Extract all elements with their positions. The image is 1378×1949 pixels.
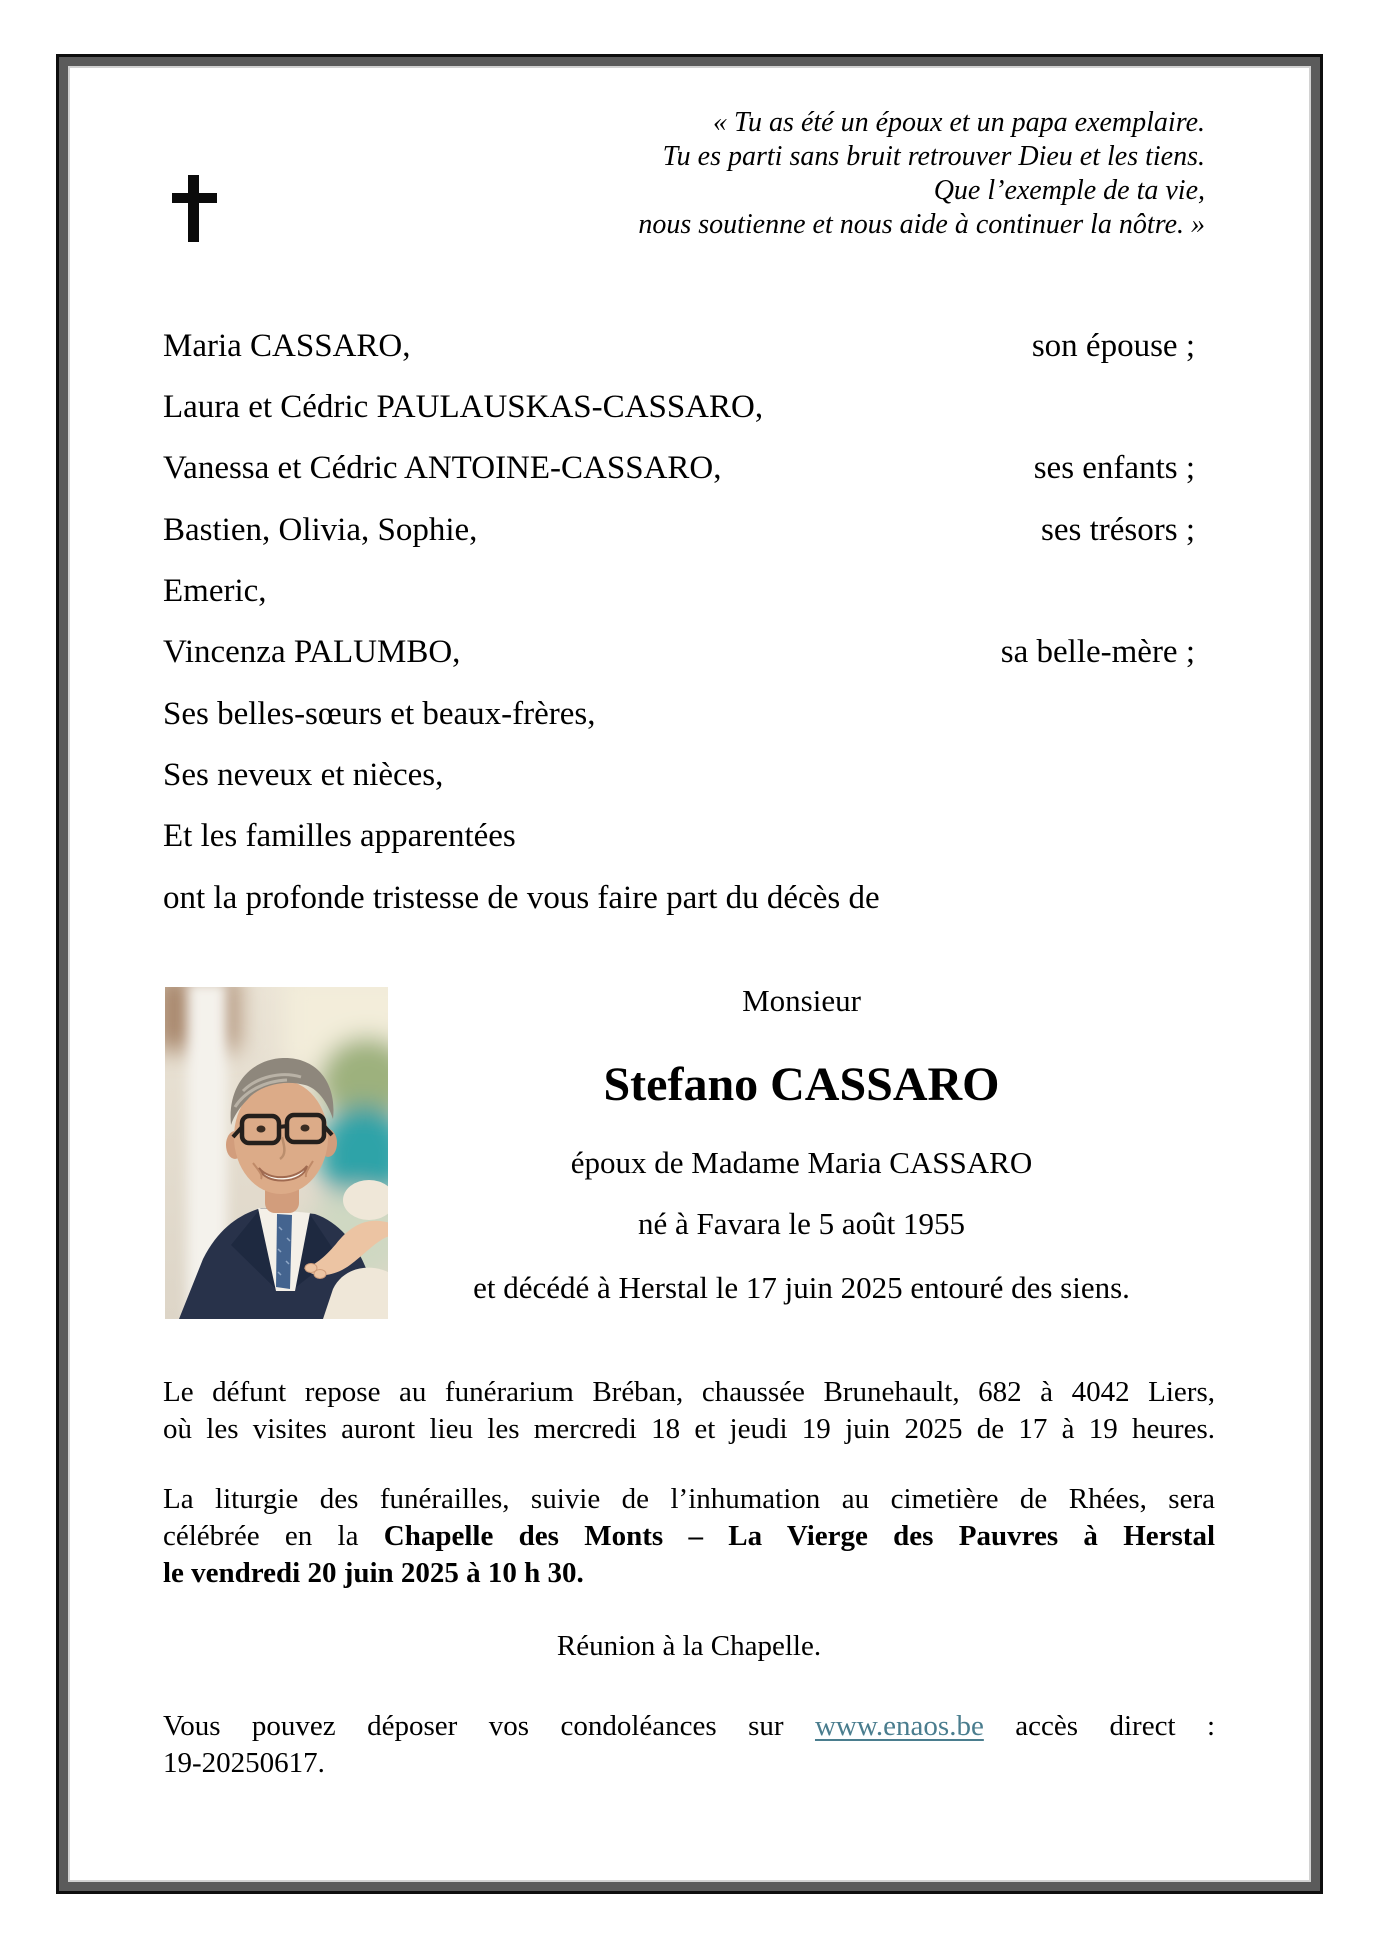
liturgy-text: célébrée en la: [163, 1520, 359, 1552]
condolences-line: [163, 1708, 1215, 1745]
reunion-line: Réunion à la Chapelle.: [556, 1630, 822, 1662]
repose-line: Le défunt repose au funérarium Bréban, chaussée Brunehault, 682 à 4042 Liers,: [163, 1376, 1215, 1408]
family-name: Maria CASSARO,: [163, 328, 411, 364]
family-name: Bastien, Olivia, Sophie,: [163, 512, 478, 548]
family-row: [163, 694, 1195, 734]
family-name: Emeric,: [163, 573, 267, 609]
family-row: [163, 816, 1195, 856]
deceased-name: Stefano CASSARO: [603, 1058, 1000, 1111]
family-relation: ses enfants ;: [1033, 450, 1195, 486]
quote-line: Que l’exemple de ta vie,: [933, 175, 1205, 206]
spouse-line: époux de Madame Maria CASSARO: [570, 1145, 1033, 1180]
latin-cross-icon: [172, 175, 217, 242]
opening-quote: [638, 106, 1205, 242]
family-row: [163, 448, 1195, 488]
family-row: [163, 326, 1195, 366]
family-row: [163, 571, 1195, 611]
family-relation: ses trésors ;: [1041, 512, 1195, 548]
death-line: et décédé à Herstal le 17 juin 2025 entouré des siens.: [473, 1270, 1130, 1305]
enaos-link[interactable]: www.enaos.be: [814, 1710, 984, 1742]
paragraph-condolences: [163, 1708, 1215, 1782]
liturgy-datetime: le vendredi 20 juin 2025 à 10 h 30.: [163, 1557, 584, 1589]
family-row: [163, 632, 1195, 672]
quote-line: Tu es parti sans bruit retrouver Dieu et les tiens.: [662, 141, 1205, 172]
paragraph-liturgy: [163, 1481, 1215, 1592]
quote-line: nous soutienne et nous aide à continuer la nôtre. »: [638, 209, 1205, 240]
family-name: Vanessa et Cédric ANTOINE-CASSARO,: [163, 450, 722, 486]
condolences-reference: 19-20250617.: [163, 1747, 325, 1779]
portrait-photo: [165, 987, 388, 1319]
title-civility: Monsieur: [742, 983, 861, 1018]
family-row: [163, 878, 1195, 918]
family-row: [163, 510, 1195, 550]
liturgy-line: [163, 1518, 1215, 1555]
quote-line: « Tu as été un époux et un papa exemplaire.: [713, 107, 1205, 138]
condolences-text: accès direct :: [1015, 1710, 1215, 1742]
family-relation: son épouse ;: [1031, 328, 1195, 364]
family-name: Vincenza PALUMBO,: [163, 634, 461, 670]
family-relation: sa belle-mère ;: [1000, 634, 1195, 670]
liturgy-place: Chapelle des Monts – La Vierge des Pauvres à Herstal: [383, 1520, 1216, 1552]
family-name: Et les familles apparentées: [163, 818, 516, 854]
family-name: Ses neveux et nièces,: [163, 757, 444, 793]
family-row: [163, 387, 1195, 427]
condolences-text: Vous pouvez déposer vos condoléances sur: [163, 1710, 784, 1742]
family-row: [163, 755, 1195, 795]
repose-line: où les visites auront lieu les mercredi 18 et jeudi 19 juin 2025 de 17 à 19 heures.: [163, 1413, 1215, 1445]
family-name: ont la profonde tristesse de vous faire part du décès de: [163, 880, 880, 916]
family-name: Ses belles-sœurs et beaux-frères,: [163, 696, 596, 732]
family-name: Laura et Cédric PAULAUSKAS-CASSARO,: [163, 389, 764, 425]
paragraph-repose: [163, 1374, 1215, 1448]
birth-line: né à Favara le 5 août 1955: [637, 1206, 966, 1241]
liturgy-line: La liturgie des funérailles, suivie de l’inhumation au cimetière de Rhées, sera: [163, 1483, 1215, 1515]
